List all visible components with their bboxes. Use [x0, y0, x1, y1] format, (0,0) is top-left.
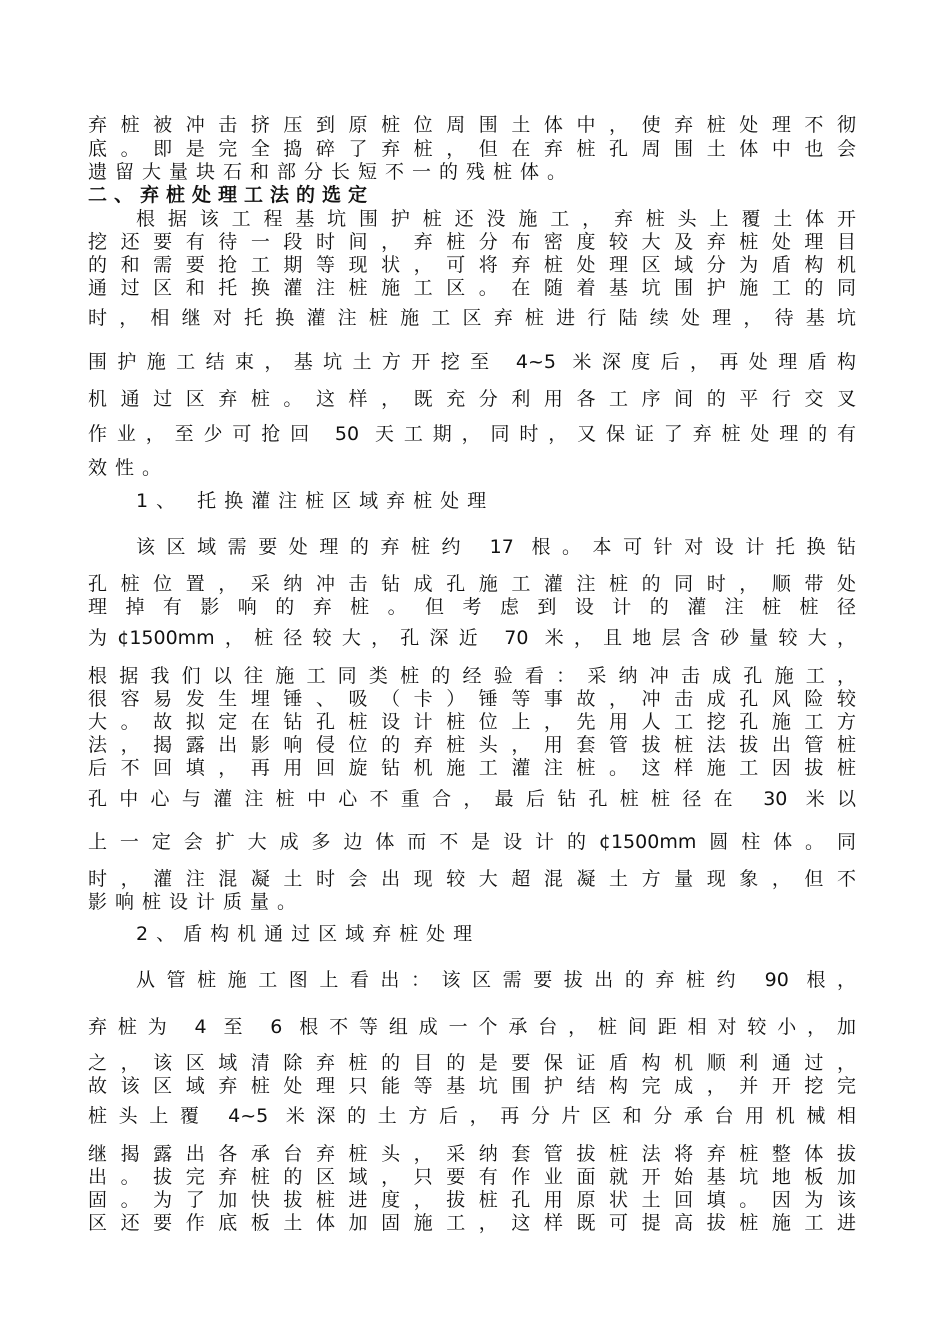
paragraph-line: 根据该工程基坑围护桩还没施工，弃桩头上覆土体开	[136, 208, 856, 230]
paragraph-line: 后不回填，再用回旋钻机施工灌注桩。这样施工因拔桩	[88, 757, 856, 779]
paragraph-line: 时，灌注混凝土时会出现较大超混凝土方量现象，但不	[88, 868, 856, 890]
paragraph-line: 机通过区弃桩。这样，既充分利用各工序间的平行交叉	[88, 388, 856, 410]
paragraph-line: 作业，至少可抢回 50 天工期，同时，又保证了弃桩处理的有	[88, 423, 856, 445]
paragraph-line: 为¢1500mm，桩径较大，孔深近 70 米，且地层含砂量较大，	[88, 627, 856, 649]
paragraph-line: 弃桩为 4 至 6 根不等组成一个承台，桩间距相对较小，加	[88, 1016, 856, 1038]
paragraph-line: 从管桩施工图上看出：该区需要拔出的弃桩约 90 根，	[136, 969, 856, 991]
paragraph-line: 时，相继对托换灌注桩施工区弃桩进行陆续处理，待基坑	[88, 307, 856, 329]
section-heading: 二、弃桩处理工法的选定	[88, 184, 375, 206]
paragraph-line: 很容易发生埋锤、吸（卡）锤等事故，冲击成孔风险较	[88, 688, 856, 710]
paragraph-line: 通过区和托换灌注桩施工区。在随着基坑围护施工的同	[88, 277, 856, 299]
subsection-heading: 2、盾构机通过区域弃桩处理	[136, 923, 481, 945]
paragraph-line: 该区域需要处理的弃桩约 17 根。本可针对设计托换钻	[136, 536, 856, 558]
paragraph-line: 孔桩位置，采纳冲击钻成孔施工灌注桩的同时，顺带处	[88, 573, 856, 595]
paragraph-line: 挖还要有待一段时间，弃桩分布密度较大及弃桩处理目	[88, 231, 856, 253]
paragraph-line: 弃桩被冲击挤压到原桩位周围土体中，使弃桩处理不彻	[88, 114, 856, 136]
paragraph-line: 桩头上覆 4~5 米深的土方后，再分片区和分承台用机械相	[88, 1105, 856, 1127]
paragraph-line: 故该区域弃桩处理只能等基坑围护结构完成，并开挖完	[88, 1075, 856, 1097]
paragraph-line: 的和需要抢工期等现状，可将弃桩处理区域分为盾构机	[88, 254, 856, 276]
paragraph-line: 孔中心与灌注桩中心不重合，最后钻孔桩桩径在 30 米以	[88, 788, 856, 810]
paragraph-line: 固。为了加快拔桩进度，拔桩孔用原状土回填。因为该	[88, 1189, 856, 1211]
paragraph-line: 区还要作底板土体加固施工，这样既可提高拔桩施工进	[88, 1212, 856, 1234]
paragraph-line: 围护施工结束，基坑土方开挖至 4~5 米深度后，再处理盾构	[88, 351, 856, 373]
paragraph-line: 之，该区域清除弃桩的目的是要保证盾构机顺利通过，	[88, 1052, 856, 1074]
paragraph-line: 大。故拟定在钻孔桩设计桩位上，先用人工挖孔施工方	[88, 711, 856, 733]
paragraph-line: 底。即是完全捣碎了弃桩，但在弃桩孔周围土体中也会	[88, 138, 856, 160]
paragraph-line: 遗留大量块石和部分长短不一的残桩体。	[88, 161, 575, 183]
paragraph-line: 法，揭露出影响侵位的弃桩头，用套管拔桩法拔出管桩	[88, 734, 856, 756]
paragraph-line: 影响桩设计质量。	[88, 891, 305, 913]
paragraph-line: 根据我们以往施工同类桩的经验看：采纳冲击成孔施工，	[88, 665, 856, 687]
paragraph-line: 继揭露出各承台弃桩头，采纳套管拔桩法将弃桩整体拔	[88, 1143, 856, 1165]
paragraph-line: 出。拔完弃桩的区域，只要有作业面就开始基坑地板加	[88, 1166, 856, 1188]
subsection-heading: 1、 托换灌注桩区域弃桩处理	[136, 490, 495, 512]
paragraph-line: 理掉有影响的弃桩。但考虑到设计的灌注桩桩径	[88, 596, 856, 618]
paragraph-line: 上一定会扩大成多边体而不是设计的¢1500mm圆柱体。同	[88, 831, 856, 853]
paragraph-line: 效性。	[88, 457, 170, 479]
